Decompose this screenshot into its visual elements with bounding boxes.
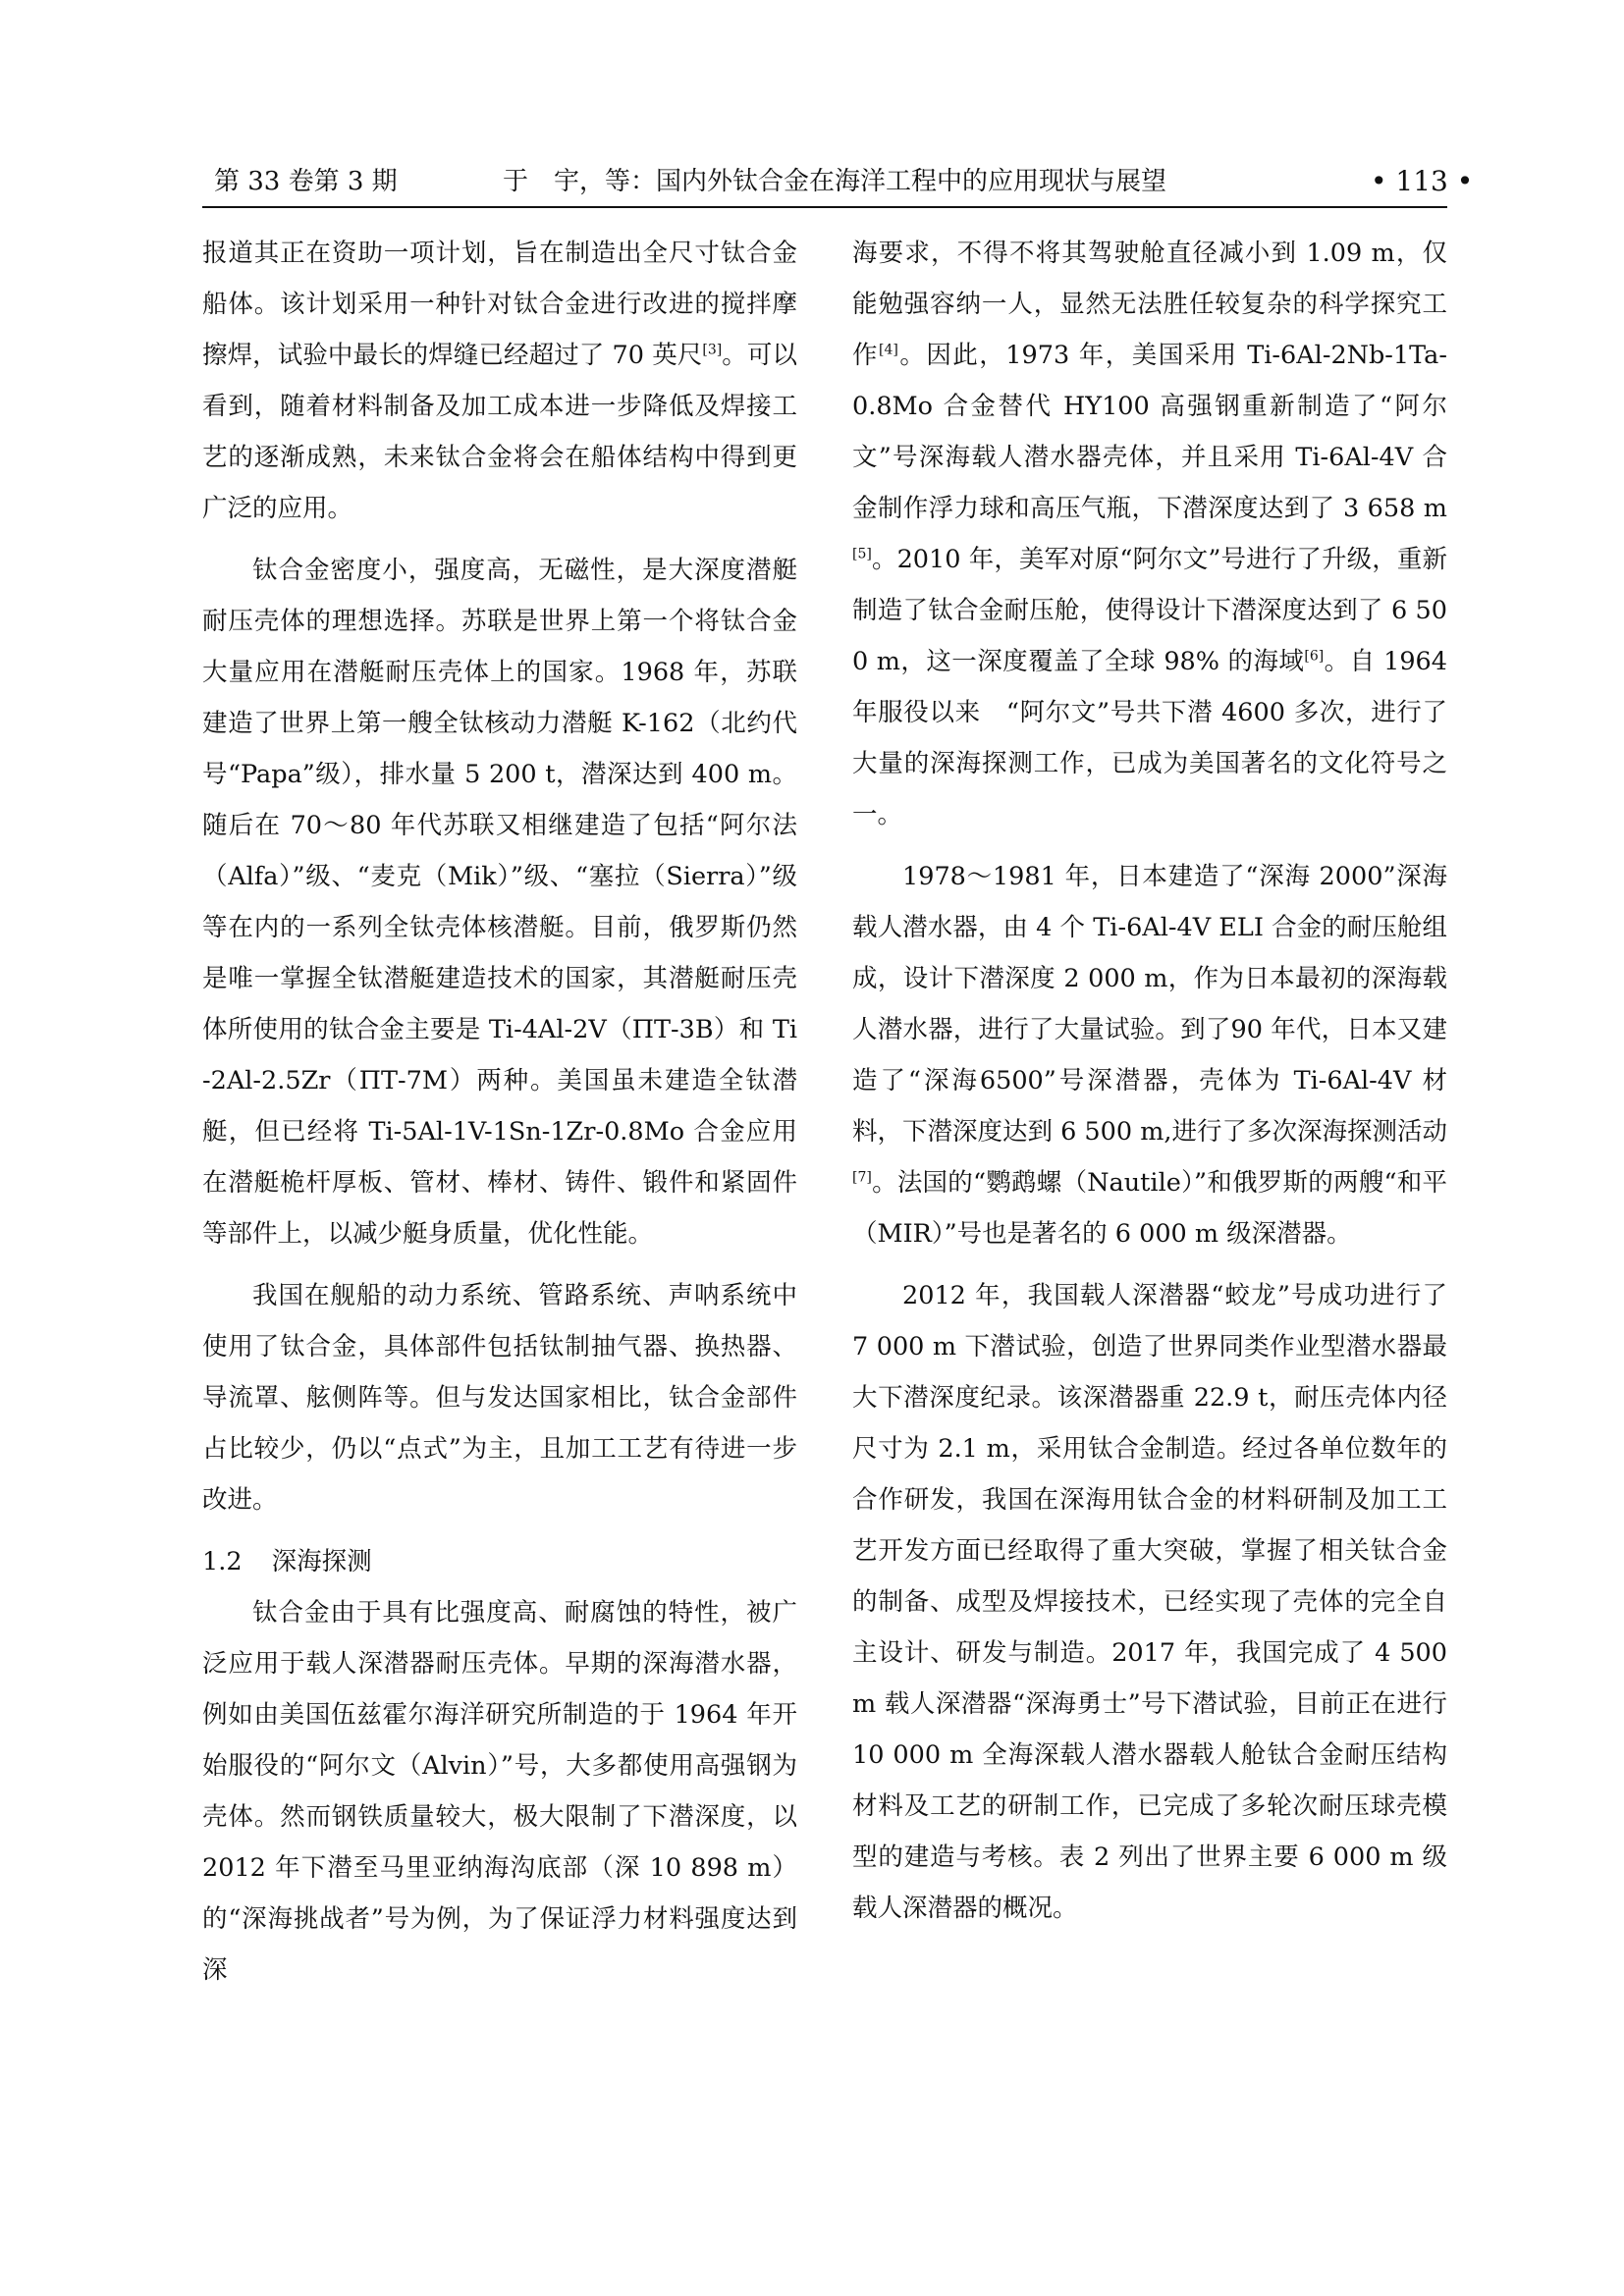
paragraph-jiaolong: 2012 年，我国载人深潜器“蛟龙”号成功进行了 7 000 m 下潜试验，创造了世界同类作业型潜水器最大下潜深度纪录。该深潜器重 22.9 t，耐压壳体内径尺寸为 2.1 m，采用钛合金制造。经过各单位数年的合作研发，我国在深海用钛合金的材料研制及加工工艺开发方面已经取得了重大突破，掌握了相关钛合金的制备、成型及焊接技术，已经实现了壳体的完全自主设计、研发与制造。2017 年，我国完成了 4 500 m 载人深潜器“深海勇士”号下潜试验，目前正在进行 10 000 m 全海深载人潜水器载人舱钛合金耐压结构材料及工艺的研制工作，已完成了多轮次耐压球壳模型的建造与考核。表 2 列出了世界主要 6 000 m 级载人深潜器的概况。 (852, 1281, 1447, 1923)
paragraph-deep-sea: 钛合金由于具有比强度高、耐腐蚀的特性，被广泛应用于载人深潜器耐压壳体。早期的深海潜水器，例如由美国伍兹霍尔海洋研究所制造的于 1964 年开始服役的“阿尔文（Alvin）”号，大多都使用高强钢为壳体。然而钢铁质量较大，极大限制了下潜深度，以 2012 年下潜至马里亚纳海沟底部（深 10 898 m）的“深海挑战者”号为例，为了保证浮力材料强度达到深 (202, 1598, 797, 1985)
citation-ref[interactable]: [5] (852, 546, 872, 562)
citation-ref[interactable]: [3] (702, 342, 723, 358)
section-heading (202, 1536, 797, 1587)
citation-ref[interactable]: [4] (879, 342, 898, 358)
paragraph-hull-continuation: 报道其正在资助一项计划，旨在制造出全尺寸钛合金船体。该计划采用一种针对钛合金进行改进的搅拌摩擦焊，试验中最长的焊缝已经超过了 70 英尺[3]。可以看到，随着材料制备及加工成本进一步降低及焊接工艺的逐渐成熟，未来钛合金将会在船体结构中得到更广泛的应用。 (202, 239, 797, 523)
citation-ref[interactable]: [7] (852, 1169, 872, 1186)
paragraph-alvin: 海要求，不得不将其驾驶舱直径减小到 1.09 m，仅能勉强容纳一人，显然无法胜任较复杂的科学探究工作[4]。因此，1973 年，美国采用 Ti-6Al-2Nb-1Ta-0.8Mo 合金替代 HY100 高强钢重新制造了“阿尔文”号深海载人潜水器壳体，并且采用 Ti-6Al-4V 合金制作浮力球和高压气瓶，下潜深度达到了 3 658 m[5]。2010 年，美军对原“阿尔文”号进行了升级，重新制造了钛合金耐压舱，使得设计下潜深度达到了 6 500 m，这一深度覆盖了全球 98% 的海域[6]。自 1964 年服役以来 “阿尔文”号共下潜 4600 多次，进行了大量的深海探测工作，已成为美国著名的文化符号之一。 (852, 239, 1447, 829)
section-number: 1.2 (202, 1547, 243, 1576)
running-title: 于 宇，等：国内外钛合金在海洋工程中的应用现状与展望 (503, 167, 1167, 196)
paragraph-japan: 1978～1981 年，日本建造了“深海 2000”深海载人潜水器，由 4 个 Ti-6Al-4V ELI 合金的耐压舱组成，设计下潜深度 2 000 m，作为日本最初的深海载人潜水器，进行了大量试验。到了90 年代，日本又建造了“深海6500”号深潜器，壳体为 Ti-6Al-4V 材料，下潜深度达到 6 500 m,进行了多次深海探测活动[7]。法国的“鹦鹉螺（Nautile）”和俄罗斯的两艘“和平（MIR）”号也是著名的 6 000 m 级深潜器。 (852, 862, 1447, 1249)
page-number: • 113 • (1371, 165, 1474, 197)
paragraph-china-ships: 我国在舰船的动力系统、管路系统、声呐系统中使用了钛合金，具体部件包括钛制抽气器、换热器、导流罩、舷侧阵等。但与发达国家相比，钛合金部件占比较少，仍以“点式”为主，且加工工艺有待进一步改进。 (202, 1281, 797, 1515)
section-title: 深海探测 (271, 1547, 372, 1576)
right-column (852, 228, 1447, 1945)
page-header (0, 0, 1624, 206)
header-rule (202, 206, 1447, 208)
citation-ref[interactable]: [6] (1304, 648, 1325, 665)
paragraph-submarine: 钛合金密度小，强度高，无磁性，是大深度潜艇耐压壳体的理想选择。苏联是世界上第一个将钛合金大量应用在潜艇耐压壳体上的国家。1968 年，苏联建造了世界上第一艘全钛核动力潜艇 K-162（北约代号“Papa”级），排水量 5 200 t，潜深达到 400 m。随后在 70～80 年代苏联又相继建造了包括“阿尔法（Alfa）”级、“麦克（Mik）”级、“塞拉（Sierra）”级等在内的一系列全钛壳体核潜艇。目前，俄罗斯仍然是唯一掌握全钛潜艇建造技术的国家，其潜艇耐压壳体所使用的钛合金主要是 Ti-4Al-2V（ПТ-3В）和 Ti-2Al-2.5Zr（ПТ-7М）两种。美国虽未建造全钛潜艇，但已经将 Ti-5Al-1V-1Sn-1Zr-0.8Mo 合金应用在潜艇桅杆厚板、管材、棒材、铸件、锻件和紧固件等部件上，以减少艇身质量，优化性能。 (202, 556, 797, 1249)
journal-issue: 第 33 卷第 3 期 (214, 167, 398, 196)
left-column (202, 228, 797, 2006)
